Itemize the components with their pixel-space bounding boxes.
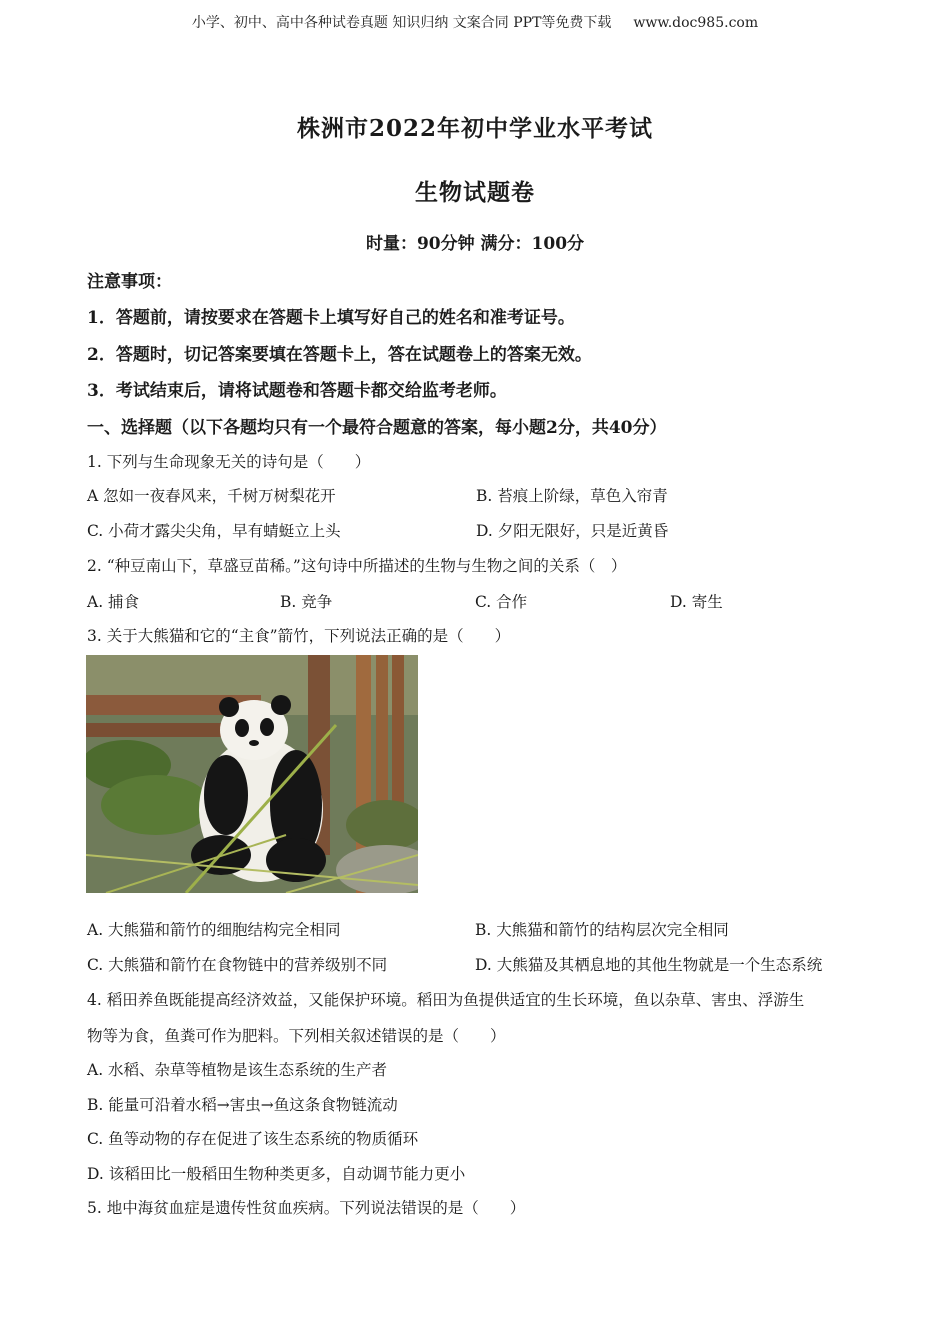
header-text: 小学、初中、高中各种试卷真题 知识归纳 文案合同 PPT等免费下载 — [191, 15, 612, 31]
q4-option-b: B. 能量可沿着水稻→害虫→鱼这条食物链流动 — [87, 1096, 398, 1114]
q4-stem-line2: 物等为食，鱼粪可作为肥料。下列相关叙述错误的是（ ） — [87, 1027, 506, 1045]
notice-item-3: 3．考试结束后，请将试题卷和答题卡都交给监考老师。 — [87, 381, 507, 401]
q3-option-c: C. 大熊猫和箭竹在食物链中的营养级别不同 — [87, 956, 388, 974]
exam-title: 株洲市2022年初中学业水平考试 — [296, 115, 653, 142]
q1-option-b: B. 苔痕上阶绿，草色入帘青 — [476, 487, 668, 505]
notice-item-1: 1．答题前，请按要求在答题卡上填写好自己的姓名和准考证号。 — [87, 308, 575, 328]
header-url[interactable]: www.doc985.com — [633, 15, 759, 31]
page-header — [0, 12, 950, 32]
q4-option-d: D. 该稻田比一般稻田生物种类更多，自动调节能力更小 — [87, 1165, 466, 1183]
q5-stem: 5. 地中海贫血症是遗传性贫血疾病。下列说法错误的是（ ） — [87, 1199, 526, 1217]
q4-option-a: A. 水稻、杂草等植物是该生态系统的生产者 — [87, 1061, 388, 1079]
q3-option-b: B. 大熊猫和箭竹的结构层次完全相同 — [475, 921, 729, 939]
exam-subtitle: 生物试题卷 — [415, 179, 535, 206]
q2-option-d: D. 寄生 — [670, 593, 723, 611]
q2-option-a: A. 捕食 — [87, 593, 140, 611]
section-heading: 一、选择题（以下各题均只有一个最符合题意的答案，每小题2分，共40分） — [87, 418, 667, 438]
time-score: 时量：90分钟 满分：100分 — [365, 234, 585, 254]
q3-stem: 3. 关于大熊猫和它的“主食”箭竹，下列说法正确的是（ ） — [87, 627, 511, 645]
q1-option-a: A 忽如一夜春风来，千树万树梨花开 — [87, 487, 336, 505]
q3-option-a: A. 大熊猫和箭竹的细胞结构完全相同 — [87, 921, 341, 939]
q3-option-d: D. 大熊猫及其栖息地的其他生物就是一个生态系统 — [475, 956, 823, 974]
q2-option-c: C. 合作 — [475, 593, 528, 611]
panda-photo — [86, 655, 418, 893]
q1-stem: 1. 下列与生命现象无关的诗句是（ ） — [87, 453, 371, 471]
q4-stem-line1: 4. 稻田养鱼既能提高经济效益，又能保护环境。稻田为鱼提供适宜的生长环境，鱼以杂草、害虫、浮游生 — [87, 991, 805, 1009]
q2-stem: 2. “种豆南山下，草盛豆苗稀。”这句诗中所描述的生物与生物之间的关系（ ） — [87, 557, 627, 575]
q2-option-b: B. 竞争 — [280, 593, 333, 611]
q1-option-d: D. 夕阳无限好，只是近黄昏 — [476, 522, 669, 540]
notice-item-2: 2．答题时，切记答案要填在答题卡上，答在试题卷上的答案无效。 — [87, 345, 592, 365]
notice-heading: 注意事项： — [87, 272, 172, 292]
q4-option-c: C. 鱼等动物的存在促进了该生态系统的物质循环 — [87, 1130, 419, 1148]
q1-option-c: C. 小荷才露尖尖角，早有蜻蜓立上头 — [87, 522, 341, 540]
